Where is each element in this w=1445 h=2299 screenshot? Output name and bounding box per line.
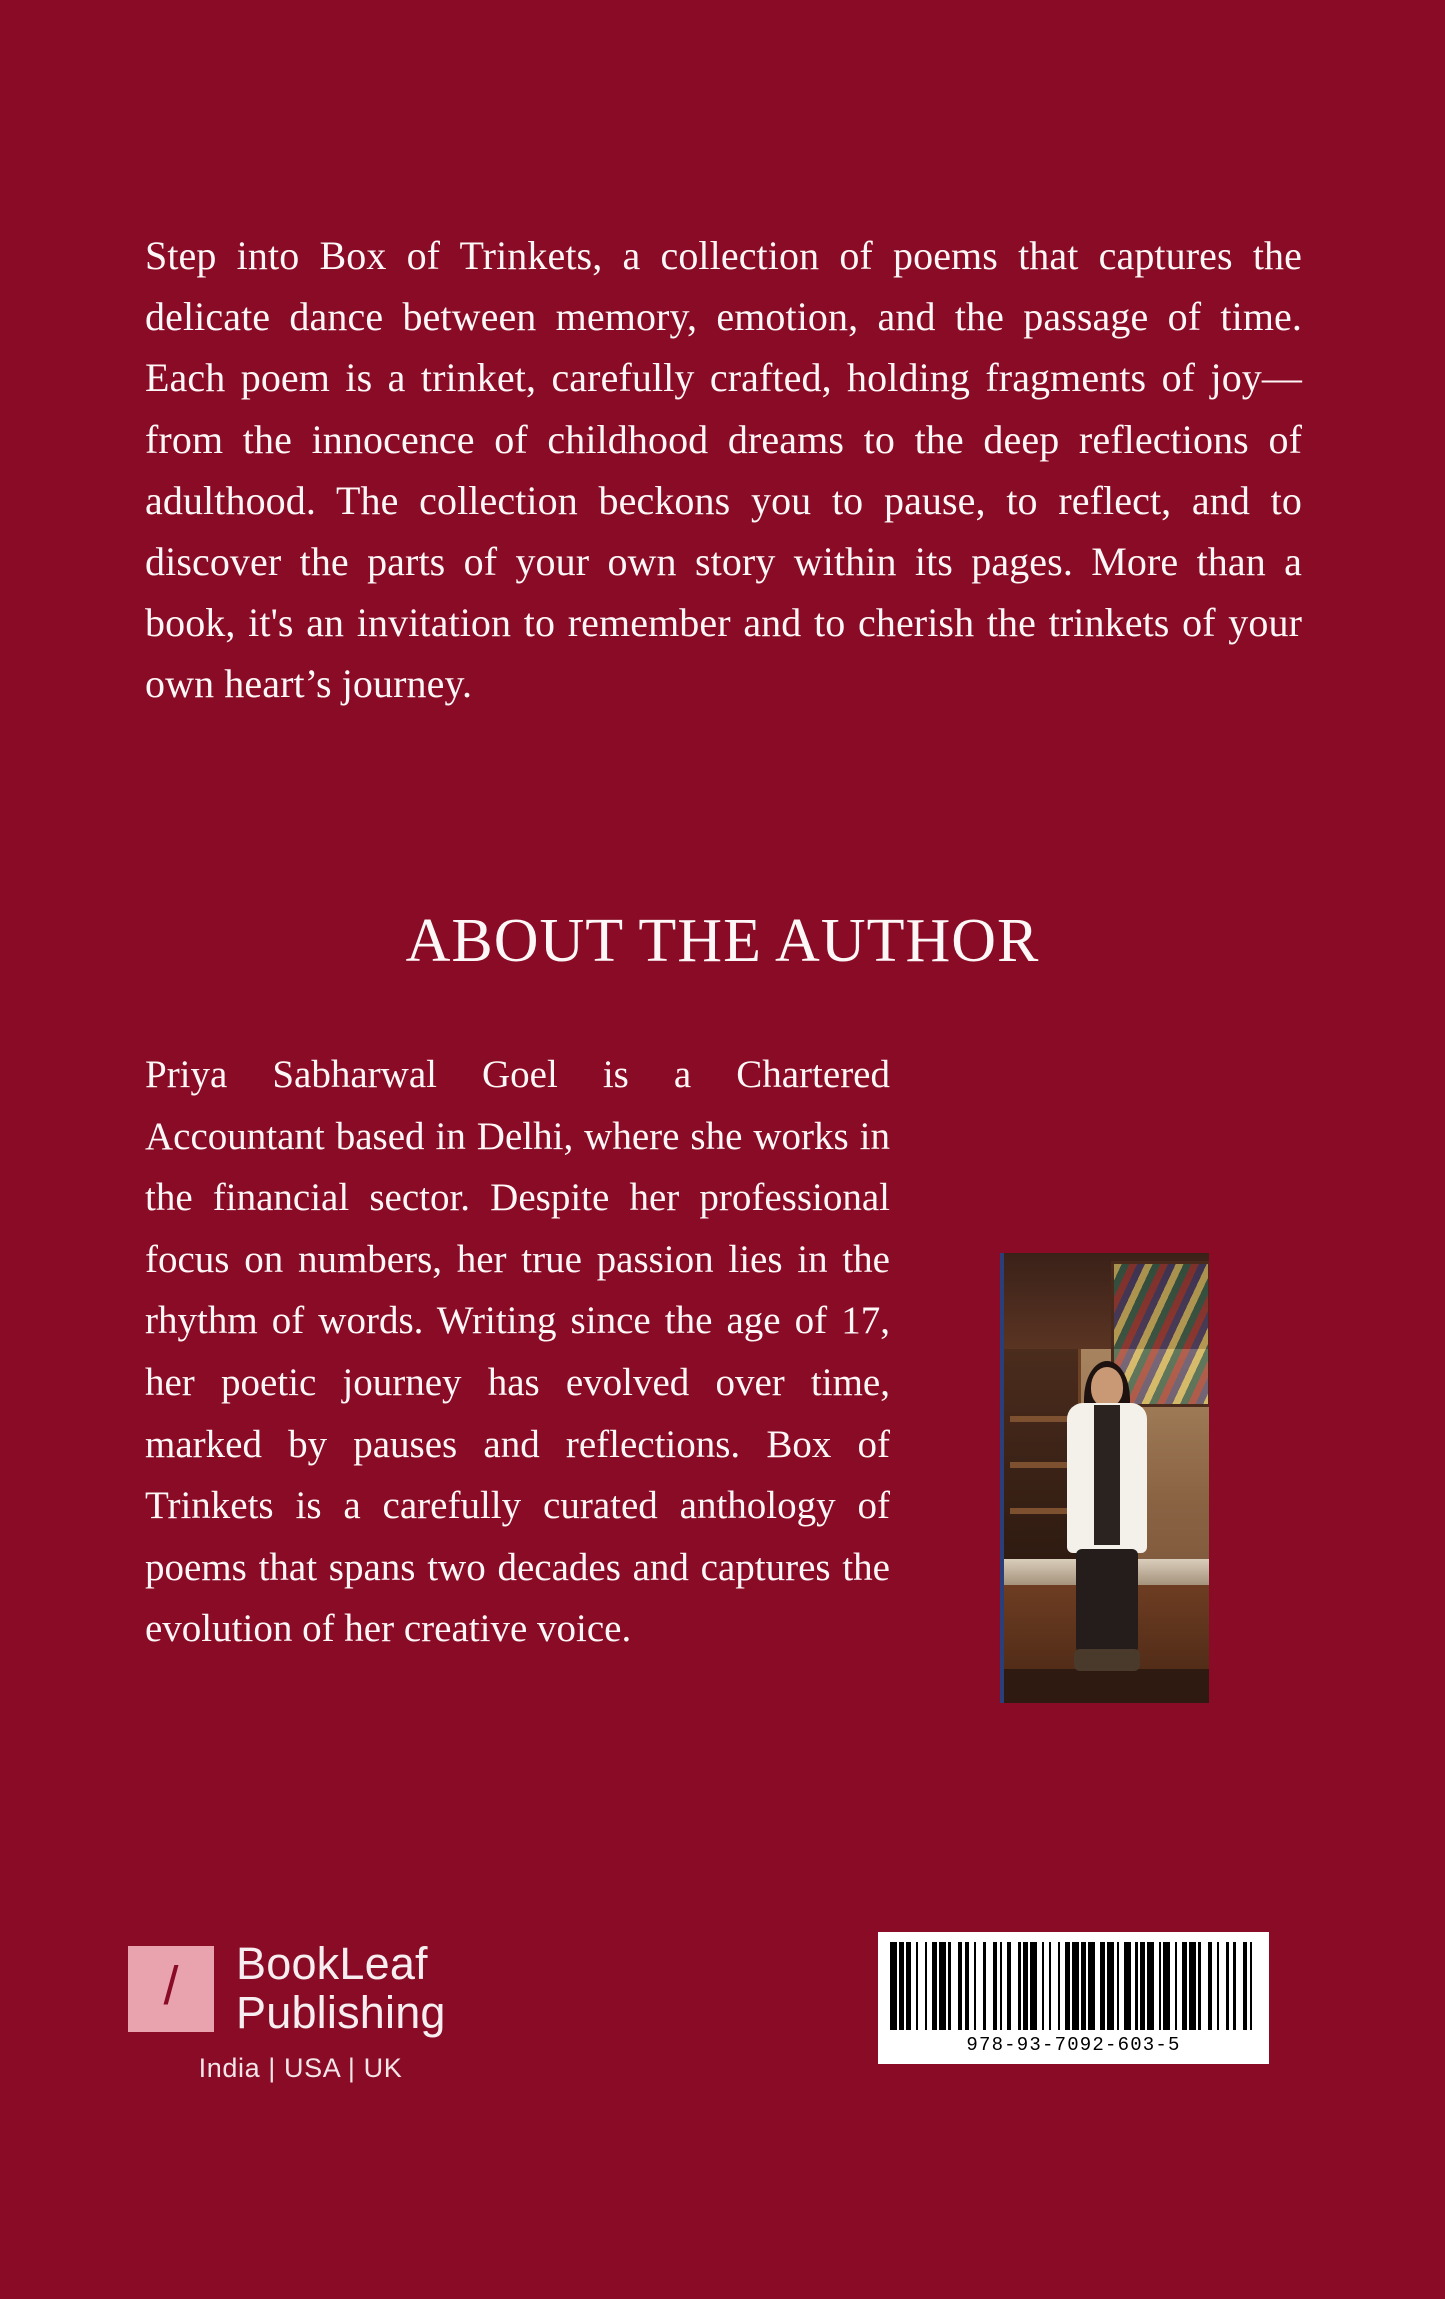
publisher-name-line1: BookLeaf: [236, 1938, 428, 1989]
photo-author-figure: [1064, 1367, 1150, 1685]
slash-icon: [128, 1946, 214, 2032]
photo-figure-scarf: [1094, 1405, 1120, 1545]
photo-figure-shoes: [1074, 1649, 1140, 1671]
publisher-logo: [128, 1940, 548, 2084]
author-photo: [1000, 1253, 1209, 1703]
book-blurb: Step into Box of Trinkets, a collection of poems that captures the delicate dance between memory, emotion, and the passage of time. Each poem is a trinket, carefully crafted, holding fragments of joy—from the innocence of childhood dreams to the deep reflections of adulthood. The collection beckons you to pause, to reflect, and to discover the parts of your own story within its pages. More than a book, it's an invitation to remember and to cherish the trinkets of your own heart’s journey.: [145, 233, 1302, 707]
author-bio: Priya Sabharwal Goel is a Chartered Accountant based in Delhi, where she works in the financial sector. Despite her professional focus on numbers, her true passion lies in the rhythm of words. Writing since the age of 17, her poetic journey has evolved over time, marked by pauses and reflections. Box of Trinkets is a carefully curated anthology of poems that spans two decades and captures the evolution of her creative voice.: [145, 1053, 890, 1651]
publisher-name: [236, 1940, 446, 2037]
publisher-name-line2: Publishing: [236, 1986, 446, 2038]
publisher-regions: India | USA | UK: [198, 2053, 403, 2084]
barcode-bars: [890, 1942, 1257, 2030]
photo-figure-pants: [1076, 1549, 1138, 1653]
barcode: [878, 1932, 1269, 2064]
photo-figure-head: [1091, 1367, 1123, 1407]
slash-glyph: /: [163, 1955, 179, 2016]
publisher-logo-row: [128, 1940, 548, 2037]
isbn-number: 978-93-7092-603-5: [966, 2034, 1181, 2056]
about-the-author-heading: ABOUT THE AUTHOR: [405, 907, 1040, 976]
